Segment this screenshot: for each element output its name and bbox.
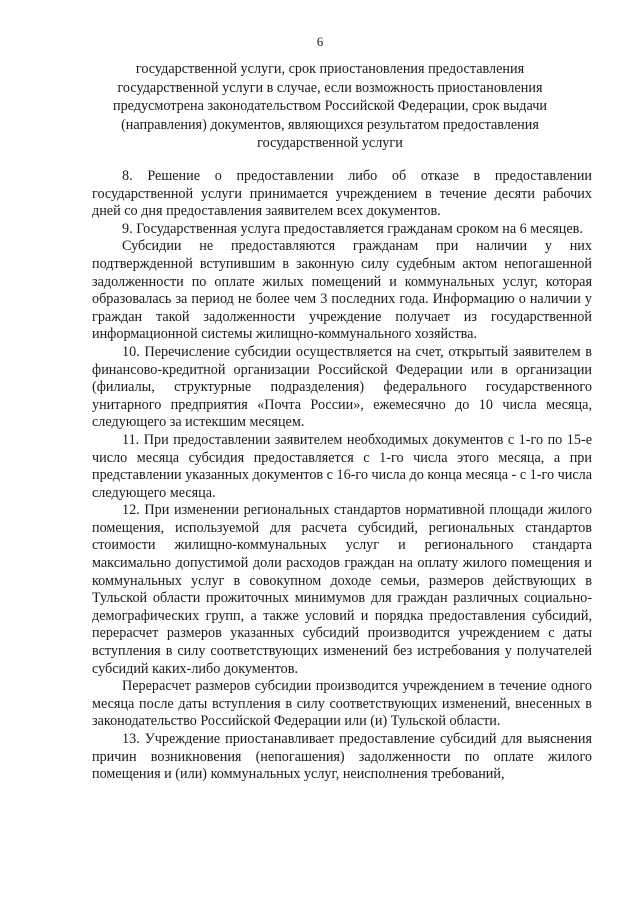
paragraph-13: 13. Учреждение приостанавливает предоставление субсидий для выяснения причин возникновения (непогашения) задолженности по оплате жилого помещения и (или) коммунальных услуг, неисполнения требований, — [92, 731, 592, 783]
paragraph-12: 12. При изменении региональных стандартов нормативной площади жилого помещения, используемой для расчета субсидий, региональных стандартов стоимости жилищно-коммунальных услуг и регионального стандарта максимально допустимой доли расходов граждан на оплату жилого помещения и коммунальных услуг в совокупном доходе семьи, размеров действующих в Тульской области прожиточных минимумов для граждан различных социально-демографических групп, а также условий и порядка предоставления субсидий, перерасчет размеров указанных субсидий производится учреждением с даты вступления в силу соответствующих изменений без истребования у получателей субсидий каких-либо документов. — [92, 502, 592, 677]
document-body — [92, 168, 592, 784]
paragraph-8: 8. Решение о предоставлении либо об отказе в предоставлении государственной услуги принимается учреждением в течение десяти рабочих дней со дня предоставления заявителем всех документов. — [92, 168, 592, 220]
page-number: 6 — [316, 34, 324, 49]
paragraph-subsidy-exclusion: Субсидии не предоставляются гражданам при наличии у них подтвержденной вступившим в законную силу судебным актом непогашенной задолженности по оплате жилых помещений и коммунальных услуг, которая образовалась за период не более чем 3 последних года. Информацию о наличии у граждан такой задолженности учреждение получает из государственной информационной системы жилищно-коммунального хозяйства. — [92, 238, 592, 343]
heading-line: государственной услуги в случае, если возможность приостановления — [117, 79, 543, 96]
paragraph-11: 11. При предоставлении заявителем необходимых документов с 1-го по 15-е число месяца субсидия предоставляется с 1-го числа этого месяца, а при представлении указанных документов с 16-го числа до конца месяца - с 1-го числа следующего месяца. — [92, 431, 592, 501]
heading-line: государственной услуги, срок приостановления предоставления — [135, 61, 525, 77]
section-heading — [100, 60, 560, 153]
heading-line: государственной услуги — [257, 135, 403, 151]
paragraph-10: 10. Перечисление субсидии осуществляется на счет, открытый заявителем в финансово-кредитной организации Российской Федерации или в организации (филиалы, структурные подразделения) федерального государственного унитарного предприятия «Почта России», ежемесячно до 10 числа месяца, следующего за истекшим месяцем. — [92, 343, 592, 431]
paragraph-9: 9. Государственная услуга предоставляется гражданам сроком на 6 месяцев. — [122, 220, 583, 237]
paragraph-recalculation: Перерасчет размеров субсидии производится учреждением в течение одного месяца после даты вступления в силу соответствующих изменений, внесенных в законодательство Российской Федерации или (и) Тульской области. — [92, 678, 592, 730]
heading-line: (направления) документов, являющихся результатом предоставления — [121, 116, 539, 133]
heading-line: предусмотрена законодательством Российской Федерации, срок выдачи — [113, 98, 547, 114]
